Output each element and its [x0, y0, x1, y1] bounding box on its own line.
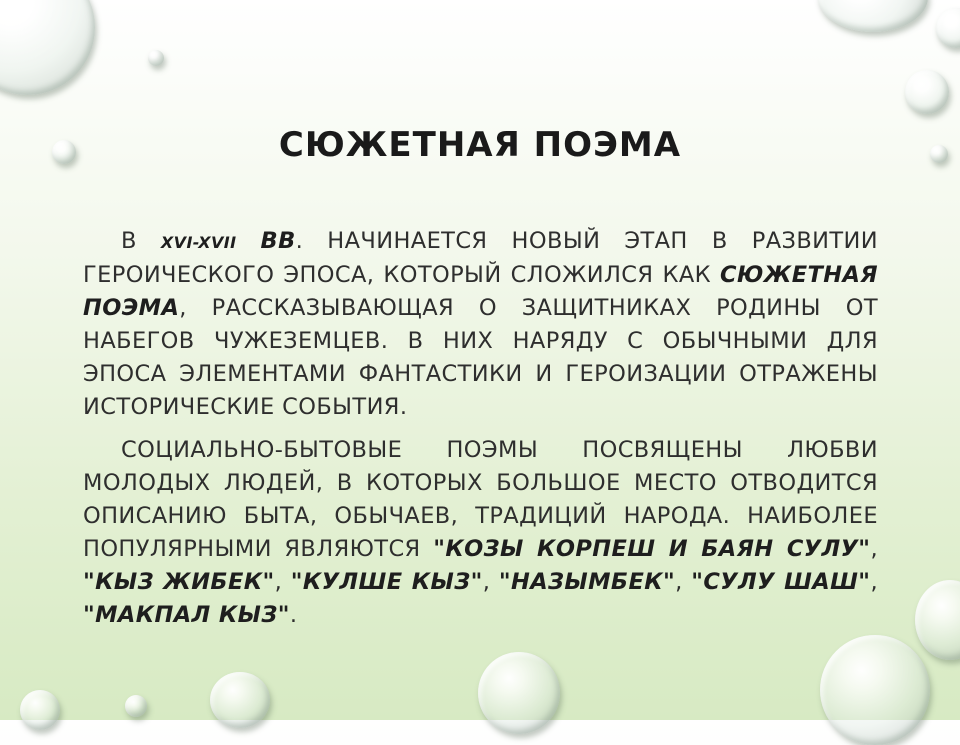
water-drop-decoration: [936, 8, 960, 48]
text-run: , РАССКАЗЫВАЮЩАЯ О ЗАЩИТНИКАХ РОДИНЫ ОТ НАБЕГОВ ЧУЖЕЗЕМЦЕВ. В НИХ НАРЯДУ С ОБЫЧНЫМИ ДЛЯ ЭПОСА ЭЛЕМЕНТАМИ ФАНТАСТИКИ И ГЕРОИЗАЦИИ ОТРАЖЕНЫ ИСТОРИЧЕСКИЕ СОБЫТИЯ.: [83, 295, 878, 420]
separator: ,: [870, 569, 878, 595]
separator: ,: [870, 536, 878, 562]
separator: .: [289, 602, 298, 628]
separator: ,: [482, 569, 499, 595]
water-drop-decoration: [148, 50, 164, 66]
poem-title: "КЫЗ ЖИБЕК": [83, 569, 275, 595]
water-drop-decoration: [125, 695, 147, 717]
slide-body: [83, 225, 878, 642]
water-drop-decoration: [478, 652, 560, 734]
text-run: В: [121, 228, 161, 254]
text-run: . НАЧИНАЕТСЯ НОВЫЙ ЭТАП В РАЗВИТИИ ГЕРОИЧЕСКОГО ЭПОСА, КОТОРЫЙ СЛОЖИЛСЯ КАК: [83, 228, 879, 288]
paragraph-social-poems: [83, 434, 878, 632]
water-drop-decoration: [905, 70, 949, 114]
century-highlight: XVI-XVII: [160, 233, 237, 252]
water-drop-decoration: [20, 690, 60, 730]
paragraph-epic: [83, 225, 878, 424]
text-run: [236, 228, 260, 254]
poem-title: "КУЛШЕ КЫЗ": [290, 569, 483, 595]
water-drop-decoration: [818, 0, 928, 32]
poem-title: "НАЗЫМБЕК": [498, 569, 676, 595]
separator: ,: [274, 569, 291, 595]
term-highlight: СЮЖЕТНАЯ ПОЭМА: [83, 262, 878, 321]
poem-title: "СУЛУ ШАШ": [691, 569, 871, 595]
water-drop-decoration: [915, 580, 960, 660]
separator: ,: [675, 569, 692, 595]
water-drop-decoration: [820, 635, 930, 745]
poem-title: "МАКПАЛ КЫЗ": [83, 602, 290, 628]
slide-title: СЮЖЕТНАЯ ПОЭМА: [278, 125, 682, 165]
water-drop-decoration: [0, 0, 95, 95]
poem-title: "КОЗЫ КОРПЕШ И БАЯН СУЛУ": [433, 536, 871, 562]
text-run: СОЦИАЛЬНО-БЫТОВЫЕ ПОЭМЫ ПОСВЯЩЕНЫ ЛЮБВИ МОЛОДЫХ ЛЮДЕЙ, В КОТОРЫХ БОЛЬШОЕ МЕСТО ОТВОДИТСЯ ОПИСАНИЮ БЫТА, ОБЫЧАЕВ, ТРАДИЦИЙ НАРОДА. НАИБОЛЕЕ ПОПУЛЯРНЫМИ ЯВЛЯЮТСЯ: [83, 437, 878, 562]
centuries-abbrev: ВВ: [260, 228, 296, 254]
